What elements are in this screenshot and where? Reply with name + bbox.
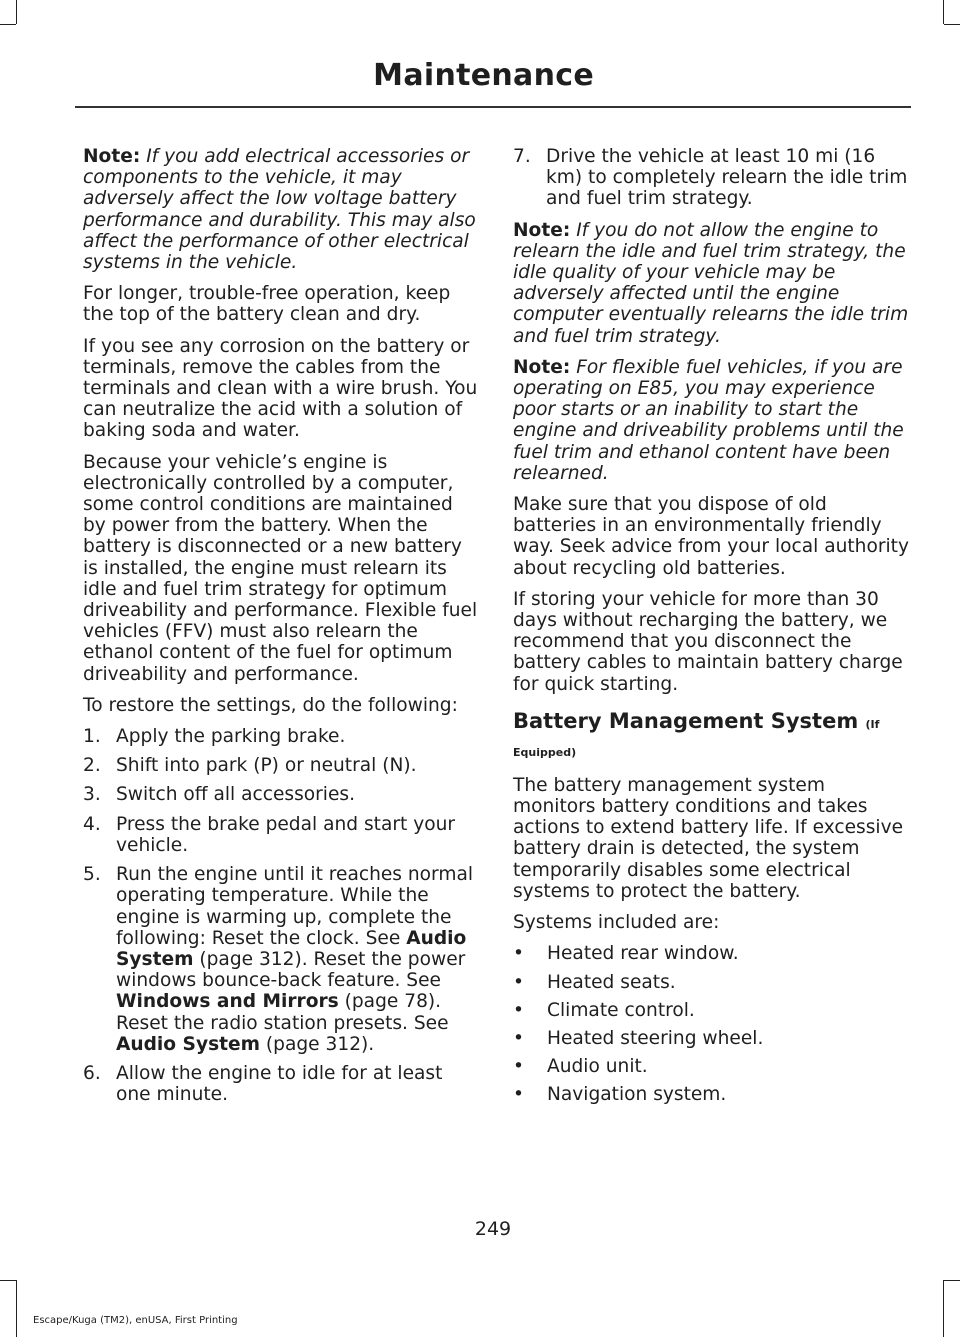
crop-mark bbox=[0, 24, 16, 25]
step-number: 3. bbox=[83, 784, 101, 806]
list-item bbox=[513, 943, 911, 964]
left-column bbox=[83, 146, 481, 1115]
right-column bbox=[513, 146, 911, 1113]
step-text: Switch off all accessories. bbox=[116, 784, 355, 806]
page-title: Maintenance bbox=[373, 58, 594, 93]
crop-mark bbox=[943, 0, 944, 24]
note-label: Note: bbox=[513, 356, 571, 378]
list-item-text: Audio unit. bbox=[547, 1056, 648, 1078]
step-number: 2. bbox=[83, 755, 101, 777]
paragraph: To restore the settings, do the following: bbox=[83, 694, 458, 716]
list-item bbox=[83, 1063, 481, 1105]
list-item-text: Navigation system. bbox=[547, 1084, 727, 1106]
list-item bbox=[513, 972, 911, 993]
page-number: 249 bbox=[474, 1218, 512, 1240]
xref-windows-and-mirrors[interactable]: Windows and Mirrors bbox=[116, 991, 339, 1013]
paragraph: Systems included are: bbox=[513, 912, 720, 934]
steps-list bbox=[83, 726, 481, 1105]
crop-mark bbox=[0, 1280, 16, 1281]
list-item bbox=[513, 1028, 911, 1049]
header-divider bbox=[75, 106, 911, 108]
bullet: • bbox=[513, 943, 524, 965]
list-item bbox=[513, 1056, 911, 1077]
note-text: If you do not allow the engine to relearn the idle and fuel trim strategy, the idle quality of your vehicle may be adversely affected until the engine computer eventually relearns the idle trim and fuel trim strategy. bbox=[513, 219, 909, 347]
step-text: Run the engine until it reaches normal operating temperature. While the engine is warming up, complete the following: Reset the clock. See bbox=[116, 864, 474, 949]
list-item bbox=[513, 146, 911, 210]
paragraph: If storing your vehicle for more than 30 days without recharging the battery, we recommend that you disconnect the battery cables to maintain battery charge for quick starting. bbox=[513, 588, 903, 695]
step-text: Apply the parking brake. bbox=[116, 726, 346, 748]
list-item bbox=[513, 1084, 911, 1105]
note-label: Note: bbox=[83, 146, 141, 167]
note-paragraph bbox=[513, 220, 911, 347]
step-text: (page 78). Reset the radio station presets. See bbox=[116, 991, 449, 1034]
list-item-text: Climate control. bbox=[547, 999, 695, 1021]
crop-mark bbox=[16, 0, 17, 24]
heading-text: Battery Management System bbox=[513, 708, 859, 733]
step-text: Press the brake pedal and start your vehicle. bbox=[116, 813, 455, 856]
note-label: Note: bbox=[513, 219, 571, 241]
step-text: (page 312). Reset the power windows bounce-back feature. See bbox=[116, 948, 466, 992]
crop-mark bbox=[944, 1280, 960, 1281]
steps-list bbox=[513, 146, 911, 210]
paragraph: If you see any corrosion on the battery or terminals, remove the cables from the terminals and clean with a wire brush. You can neutralize the acid with a solution of baking soda and water. bbox=[83, 335, 478, 442]
list-item bbox=[513, 1000, 911, 1021]
list-item bbox=[83, 726, 481, 747]
section-heading bbox=[513, 709, 911, 765]
bullet: • bbox=[513, 1056, 524, 1078]
step-text: (page 312). bbox=[260, 1033, 375, 1055]
step-text: Drive the vehicle at least 10 mi (16 km) to completely relearn the idle trim and fuel trim strategy. bbox=[546, 146, 908, 210]
list-item bbox=[83, 784, 481, 805]
list-item-text: Heated steering wheel. bbox=[547, 1027, 764, 1049]
step-number: 5. bbox=[83, 864, 101, 886]
list-item-text: Heated seats. bbox=[547, 971, 676, 993]
paragraph: Because your vehicle’s engine is electronically controlled by a computer, some control conditions are maintained by power from the battery. When the battery is disconnected or a new battery is installed, the engine must relearn its idle and fuel trim strategy for optimum driveability and performance. Flexible fuel vehicles (FFV) must also relearn the ethanol content of the fuel for optimum driveability and performance. bbox=[83, 451, 478, 685]
heading-suffix: (If Equipped) bbox=[513, 717, 880, 759]
step-number: 7. bbox=[513, 146, 531, 167]
crop-mark bbox=[944, 24, 960, 25]
note-text: If you add electrical accessories or components to the vehicle, it may adversely affect the low voltage battery performance and durability. This may also affect the performance of other electrical systems in the vehicle. bbox=[83, 146, 476, 274]
list-item bbox=[83, 814, 481, 856]
bullet: • bbox=[513, 1084, 524, 1106]
crop-mark bbox=[16, 1280, 17, 1337]
step-number: 1. bbox=[83, 726, 101, 748]
paragraph: For longer, trouble-free operation, keep the top of the battery clean and dry. bbox=[83, 283, 451, 326]
crop-mark bbox=[943, 1280, 944, 1337]
footer-text: Escape/Kuga (TM2), enUSA, First Printing bbox=[33, 1315, 238, 1326]
paragraph: The battery management system monitors battery conditions and takes actions to extend battery life. If excessive battery drain is detected, the system temporarily disables some electrical systems to protect the battery. bbox=[513, 774, 904, 902]
note-paragraph bbox=[83, 146, 481, 273]
step-number: 6. bbox=[83, 1062, 101, 1084]
note-paragraph bbox=[513, 357, 911, 484]
step-text: Shift into park (P) or neutral (N). bbox=[116, 755, 417, 777]
bullet: • bbox=[513, 971, 524, 993]
list-item-text: Heated rear window. bbox=[547, 943, 739, 965]
list-item bbox=[83, 864, 481, 1055]
bullet: • bbox=[513, 999, 524, 1021]
systems-list bbox=[513, 943, 911, 1105]
step-number: 4. bbox=[83, 813, 101, 835]
xref-audio-system[interactable]: Audio System bbox=[116, 1033, 261, 1055]
step-text: Allow the engine to idle for at least one minute. bbox=[116, 1062, 443, 1106]
bullet: • bbox=[513, 1027, 524, 1049]
note-text: For flexible fuel vehicles, if you are operating on E85, you may experience poor starts or an inability to start the engine and driveability problems until the fuel trim and ethanol content have been relearned. bbox=[513, 356, 904, 484]
paragraph: Make sure that you dispose of old batteries in an environmentally friendly way. Seek advice from your local authority about recycling old batteries. bbox=[513, 494, 909, 579]
list-item bbox=[83, 755, 481, 776]
xref-audio-system[interactable]: Audio System bbox=[116, 927, 467, 970]
